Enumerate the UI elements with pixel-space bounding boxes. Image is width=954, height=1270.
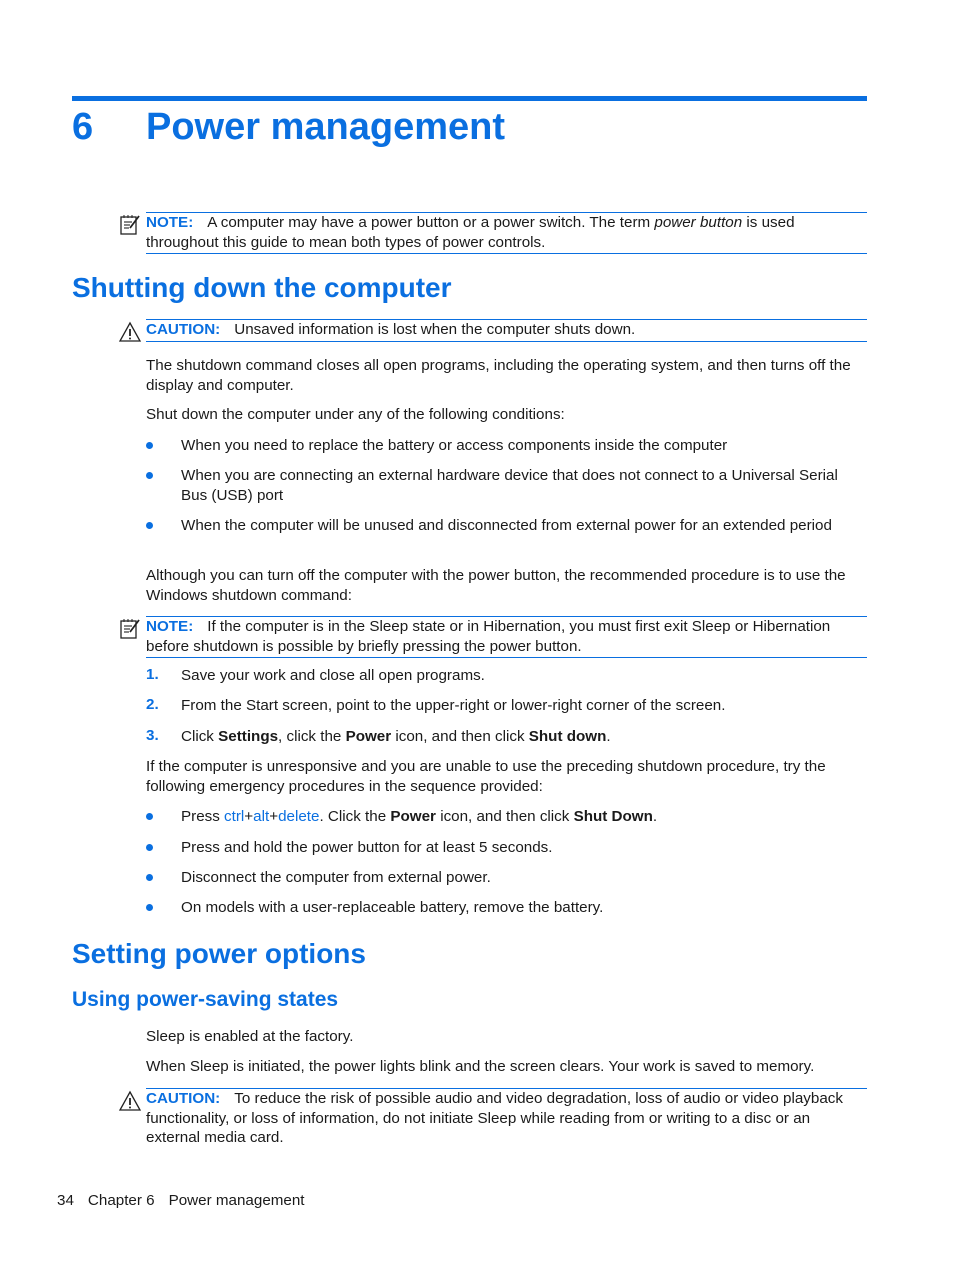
ui-term: Power [345,728,392,745]
subsection-heading: Using power-saving states [72,988,339,1011]
ui-term: Shut Down [573,808,653,825]
bullet-dot [146,813,153,820]
note-icon [118,617,142,641]
bullet-dot [146,522,153,529]
list-item: Press and hold the power button for at least 5 seconds. [181,839,553,856]
text: Press [181,808,225,825]
list-item: On models with a user-replaceable battery, remove the battery. [181,899,604,916]
list-item: Disconnect the computer from external power. [181,869,491,886]
step-text: From the Start screen, point to the upper-right or lower-right corner of the screen. [181,697,726,714]
text: . [606,728,611,745]
footer-chapter: Chapter 6 [87,1192,155,1209]
chapter-title: Power management [146,106,505,148]
key-delete: delete [278,808,320,825]
key-alt: alt [253,808,270,825]
caution-label: CAUTION: [146,321,221,338]
bullet-dot [146,904,153,911]
note-emphasis: power button [654,214,743,231]
caution-unsaved [146,319,867,342]
note-text-rest: is used throughout this guide to mean both types of power controls. [146,214,795,251]
paragraph: Shut down the computer under any of the following conditions: [146,406,565,423]
step-number: 3. [146,727,159,744]
text: . Click the [319,808,391,825]
text: + [269,808,279,825]
paragraph: If the computer is unresponsive and you are unable to use the preceding shutdown procedure, try the following emergency procedures in the sequence provided: [146,758,826,795]
bullet-dot [146,874,153,881]
caution-icon [118,1089,142,1113]
step-text [181,727,861,747]
note-text: If the computer is in the Sleep state or in Hibernation, you must first exit Sleep or Hibernation before shutdown is possible by briefly pressing the power button. [146,618,831,655]
note-sleep [146,616,867,658]
caution-label: CAUTION: [146,1090,221,1107]
caution-text: To reduce the risk of possible audio and video degradation, loss of audio or video playback functionality, or loss of information, do not initiate Sleep while reading from or writing to a disc or an external media card. [146,1090,843,1146]
note-label: NOTE: [146,618,194,635]
bullet-dot [146,442,153,449]
key-ctrl: ctrl [224,808,245,825]
bullet-dot [146,472,153,479]
note-text: A computer may have a power button or a power switch. The term [207,214,655,231]
section-heading-shutdown: Shutting down the computer [72,272,452,303]
text: , click the [278,728,346,745]
paragraph: Although you can turn off the computer with the power button, the recommended procedure is to use the Windows shutdown command: [146,567,846,604]
list-item [181,807,861,827]
ui-term: Power [390,808,436,825]
caution-sleep [146,1088,867,1149]
paragraph: The shutdown command closes all open programs, including the operating system, and then turns off the display and computer. [146,357,851,394]
text: icon, and then click [435,808,574,825]
note-power-button [146,212,867,254]
paragraph: Sleep is enabled at the factory. [146,1028,354,1045]
text: icon, and then click [391,728,529,745]
text: Click [181,728,219,745]
caution-text: Unsaved information is lost when the computer shuts down. [234,321,636,338]
step-text: Save your work and close all open programs. [181,667,485,684]
ui-term: Settings [218,728,279,745]
list-item: When the computer will be unused and disconnected from external power for an extended period [181,517,832,534]
note-icon [118,213,142,237]
caution-icon [118,320,142,344]
footer-title: Power management [168,1192,305,1209]
note-label: NOTE: [146,214,194,231]
text: + [244,808,254,825]
chapter-number: 6 [72,106,94,148]
list-item: When you need to replace the battery or access components inside the computer [181,437,728,454]
step-number: 2. [146,696,159,713]
page-footer [57,1192,319,1209]
step-number: 1. [146,666,159,683]
text: . [652,808,658,825]
bullet-dot [146,844,153,851]
paragraph: When Sleep is initiated, the power lights blink and the screen clears. Your work is saved to memory. [146,1058,815,1075]
section-heading-power-options: Setting power options [72,938,366,969]
ui-term: Shut down [528,728,607,745]
page-number: 34 [57,1192,74,1209]
chapter-rule [72,96,867,101]
list-item: When you are connecting an external hardware device that does not connect to a Universal Serial Bus (USB) port [181,467,838,504]
